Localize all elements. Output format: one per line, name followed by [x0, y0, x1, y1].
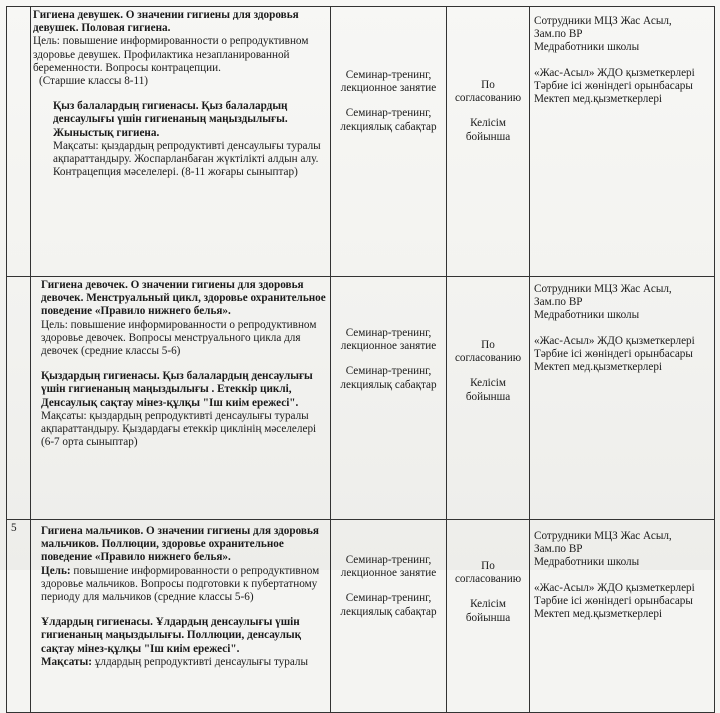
responsible-line: «Жас-Асыл» ЖДО қызметкерлері — [534, 66, 695, 79]
event-form — [331, 277, 447, 520]
event-description — [31, 277, 331, 520]
topic-title-ru: Гигиена девушек. О значении гигиены для здоровья девушек. Половая гигиена. — [33, 9, 299, 35]
topic-title-kz: Қыздардың гигиенасы. Қыз балалардың денсаулығы үшін гигиенаның маңыздылығы . Етеккір циклі, Денсаулық сақтау мінез-құлқы "Іш киім ережесі". — [41, 370, 313, 409]
responsible-line: Мектеп мед.қызметкерлері — [534, 361, 663, 374]
topic-title-ru: Гигиена девочек. О значении гигиены для здоровья девочек. Менструальный цикл, здоровье охранительное поведение «Правило нижнего белья». — [41, 279, 326, 318]
date-ru: По согласованию — [454, 339, 522, 365]
event-plan-table — [6, 6, 715, 713]
responsible-line: Мектеп мед.қызметкерлері — [534, 93, 663, 106]
date-kz: Келісім бойынша — [465, 377, 511, 403]
responsible-line: Сотрудники МЦЗ Жас Асыл, — [534, 530, 672, 542]
goal-kz: Мақсаты: қыздардың репродуктивті денсаулығы туралы ақпараттандыру. Қыздардағы етеккір циклінің мәселелері (6-7 орта сыныптар) — [41, 409, 317, 449]
date-ru: По согласованию — [454, 560, 522, 586]
topic-title-kz: Ұлдардың гигиенасы. Ұлдардың денсаулығы үшін гигиенаның маңыздылығы. Поллюции, денсаулық сақтау мінез-құлқы "Іш киім ережесі". — [41, 616, 302, 655]
goal-kz: Мақсаты: қыздардың репродуктивті денсаулығы туралы ақпараттандыру. Жоспарланбаған жүктілікті алдын алу. Контрацепция мәселелері. (8-11 жоғары сыныптар) — [53, 139, 321, 179]
responsible-line: «Жас-Асыл» ЖДО қызметкерлері — [534, 581, 695, 594]
responsible-line: Тәрбие ісі жөніндегі орынбасары — [534, 594, 693, 607]
row-number — [7, 7, 31, 277]
event-description — [31, 520, 331, 713]
event-form — [331, 7, 447, 277]
responsible — [530, 520, 715, 713]
form-kz: Семинар-тренинг, лекциялық сабақтар — [340, 365, 437, 391]
row-number: 5 — [7, 520, 31, 713]
goal-kz — [41, 656, 326, 669]
responsible-line: Зам.по ВР — [534, 28, 583, 41]
row-number — [7, 277, 31, 520]
event-form — [331, 520, 447, 713]
responsible-line: Зам.по ВР — [534, 296, 583, 309]
grade-ru: (Старшие классы 8-11) — [39, 75, 149, 88]
date-kz: Келісім бойынша — [465, 117, 511, 143]
event-date — [447, 7, 530, 277]
date-kz: Келісім бойынша — [465, 598, 511, 624]
responsible — [530, 277, 715, 520]
form-kz: Семинар-тренинг, лекциялық сабақтар — [340, 107, 437, 133]
table-row — [7, 277, 715, 520]
goal-text-ru: повышение информированности о репродуктивном здоровье мальчиков. Вопросы подготовки к пубертатному периоду для мальчиков (средние классы 5-6) — [41, 564, 320, 604]
date-ru: По согласованию — [454, 79, 522, 105]
responsible-line: Мектеп мед.қызметкерлері — [534, 608, 663, 621]
responsible-line: Сотрудники МЦЗ Жас Асыл, — [534, 283, 672, 295]
event-date — [447, 520, 530, 713]
responsible-line: «Жас-Асыл» ЖДО қызметкерлері — [534, 334, 695, 347]
goal-label-kz: Мақсаты: — [41, 655, 92, 668]
goal-text-kz: ұлдардың репродуктивті денсаулығы туралы — [94, 655, 309, 668]
responsible-line: Сотрудники МЦЗ Жас Асыл, — [534, 15, 672, 27]
responsible-line: Медработники школы — [534, 309, 640, 322]
responsible-line: Зам.по ВР — [534, 543, 583, 556]
event-date — [447, 277, 530, 520]
responsible — [530, 7, 715, 277]
form-ru: Семинар-тренинг, лекционное занятие — [340, 327, 437, 353]
goal-ru: Цель: повышение информированности о репродуктивном здоровье девочек. Вопросы менструального цикла для девочек (средние классы 5-6) — [41, 318, 317, 358]
event-description — [31, 7, 331, 277]
responsible-line: Тәрбие ісі жөніндегі орынбасары — [534, 79, 693, 92]
responsible-line: Тәрбие ісі жөніндегі орынбасары — [534, 347, 693, 360]
form-kz: Семинар-тренинг, лекциялық сабақтар — [340, 592, 437, 618]
form-ru: Семинар-тренинг, лекционное занятие — [340, 554, 437, 580]
responsible-line: Медработники школы — [534, 556, 640, 569]
goal-ru: Цель: повышение информированности о репродуктивном здоровье девушек. Профилактика незапланированной беременности. Вопросы контрацепции. — [33, 35, 309, 74]
table-row — [7, 520, 715, 713]
goal-ru — [41, 565, 326, 605]
responsible-line: Медработники школы — [534, 41, 640, 54]
goal-label-ru: Цель: — [41, 564, 71, 577]
topic-title-kz: Қыз балалардың гигиенасы. Қыз балалардың денсаулығы үшін гигиенаның маңыздылығы. Жыныстық гигиена. — [53, 100, 288, 139]
topic-title-ru: Гигиена мальчиков. О значении гигиены для здоровья мальчиков. Поллюции, здоровье охранительное поведение «Правило нижнего белья». — [41, 525, 319, 564]
form-ru: Семинар-тренинг, лекционное занятие — [340, 69, 437, 95]
table-row — [7, 7, 715, 277]
